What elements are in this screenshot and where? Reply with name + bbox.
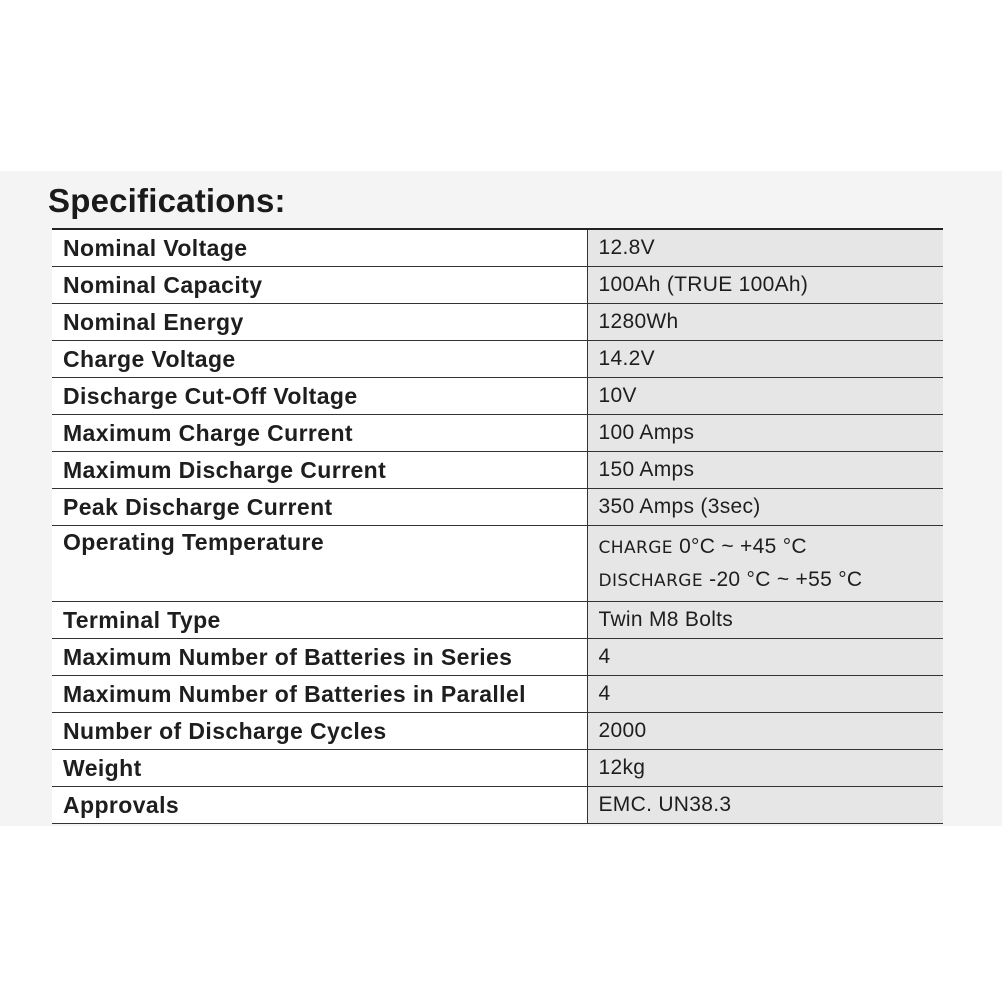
spec-value: 1280Wh: [587, 304, 943, 341]
spec-label: Charge Voltage: [52, 341, 587, 378]
table-row: [52, 378, 943, 415]
charge-temperature-line: [599, 531, 944, 564]
spec-label: Peak Discharge Current: [52, 489, 587, 526]
table-row: [52, 526, 943, 602]
table-row: [52, 415, 943, 452]
discharge-temperature-value: -20 °C ~ +55 °C: [709, 567, 863, 591]
charge-tag: CHARGE: [598, 537, 673, 558]
spec-label: Nominal Voltage: [52, 229, 587, 267]
table-row: [52, 304, 943, 341]
discharge-tag: DISCHARGE: [598, 570, 704, 591]
spec-value: Twin M8 Bolts: [587, 602, 943, 639]
spec-value: 12.8V: [587, 229, 943, 267]
spec-value: 100 Amps: [587, 415, 943, 452]
table-row: [52, 676, 943, 713]
spec-label: Maximum Number of Batteries in Parallel: [52, 676, 587, 713]
table-row: [52, 452, 943, 489]
table-row: [52, 267, 943, 304]
table-row: [52, 713, 943, 750]
spec-value: 100Ah (TRUE 100Ah): [587, 267, 943, 304]
table-row: [52, 602, 943, 639]
spec-value: EMC. UN38.3: [587, 787, 943, 824]
spec-label: Maximum Charge Current: [52, 415, 587, 452]
spec-value: 4: [587, 676, 943, 713]
table-row: [52, 787, 943, 824]
spec-label: Operating Temperature: [52, 526, 587, 602]
spec-label: Number of Discharge Cycles: [52, 713, 587, 750]
spec-value: 4: [587, 639, 943, 676]
table-row: [52, 750, 943, 787]
discharge-temperature-line: [599, 564, 944, 597]
spec-value-temperature: [587, 526, 943, 602]
page-title: Specifications:: [48, 182, 286, 219]
spec-value: 150 Amps: [587, 452, 943, 489]
table-row: [52, 639, 943, 676]
spec-value: 10V: [587, 378, 943, 415]
spec-value: 350 Amps (3sec): [587, 489, 943, 526]
spec-value: 2000: [587, 713, 943, 750]
table-row: [52, 341, 943, 378]
spec-label: Maximum Discharge Current: [52, 452, 587, 489]
spec-label: Nominal Capacity: [52, 267, 587, 304]
spec-label: Terminal Type: [52, 602, 587, 639]
table-row: [52, 489, 943, 526]
spec-label: Approvals: [52, 787, 587, 824]
spec-label: Nominal Energy: [52, 304, 587, 341]
spec-label: Weight: [52, 750, 587, 787]
spec-value: 14.2V: [587, 341, 943, 378]
charge-temperature-value: 0°C ~ +45 °C: [679, 534, 807, 558]
table-row: [52, 229, 943, 267]
spec-value: 12kg: [587, 750, 943, 787]
spec-label: Discharge Cut-Off Voltage: [52, 378, 587, 415]
specifications-table: [52, 228, 943, 824]
spec-label: Maximum Number of Batteries in Series: [52, 639, 587, 676]
